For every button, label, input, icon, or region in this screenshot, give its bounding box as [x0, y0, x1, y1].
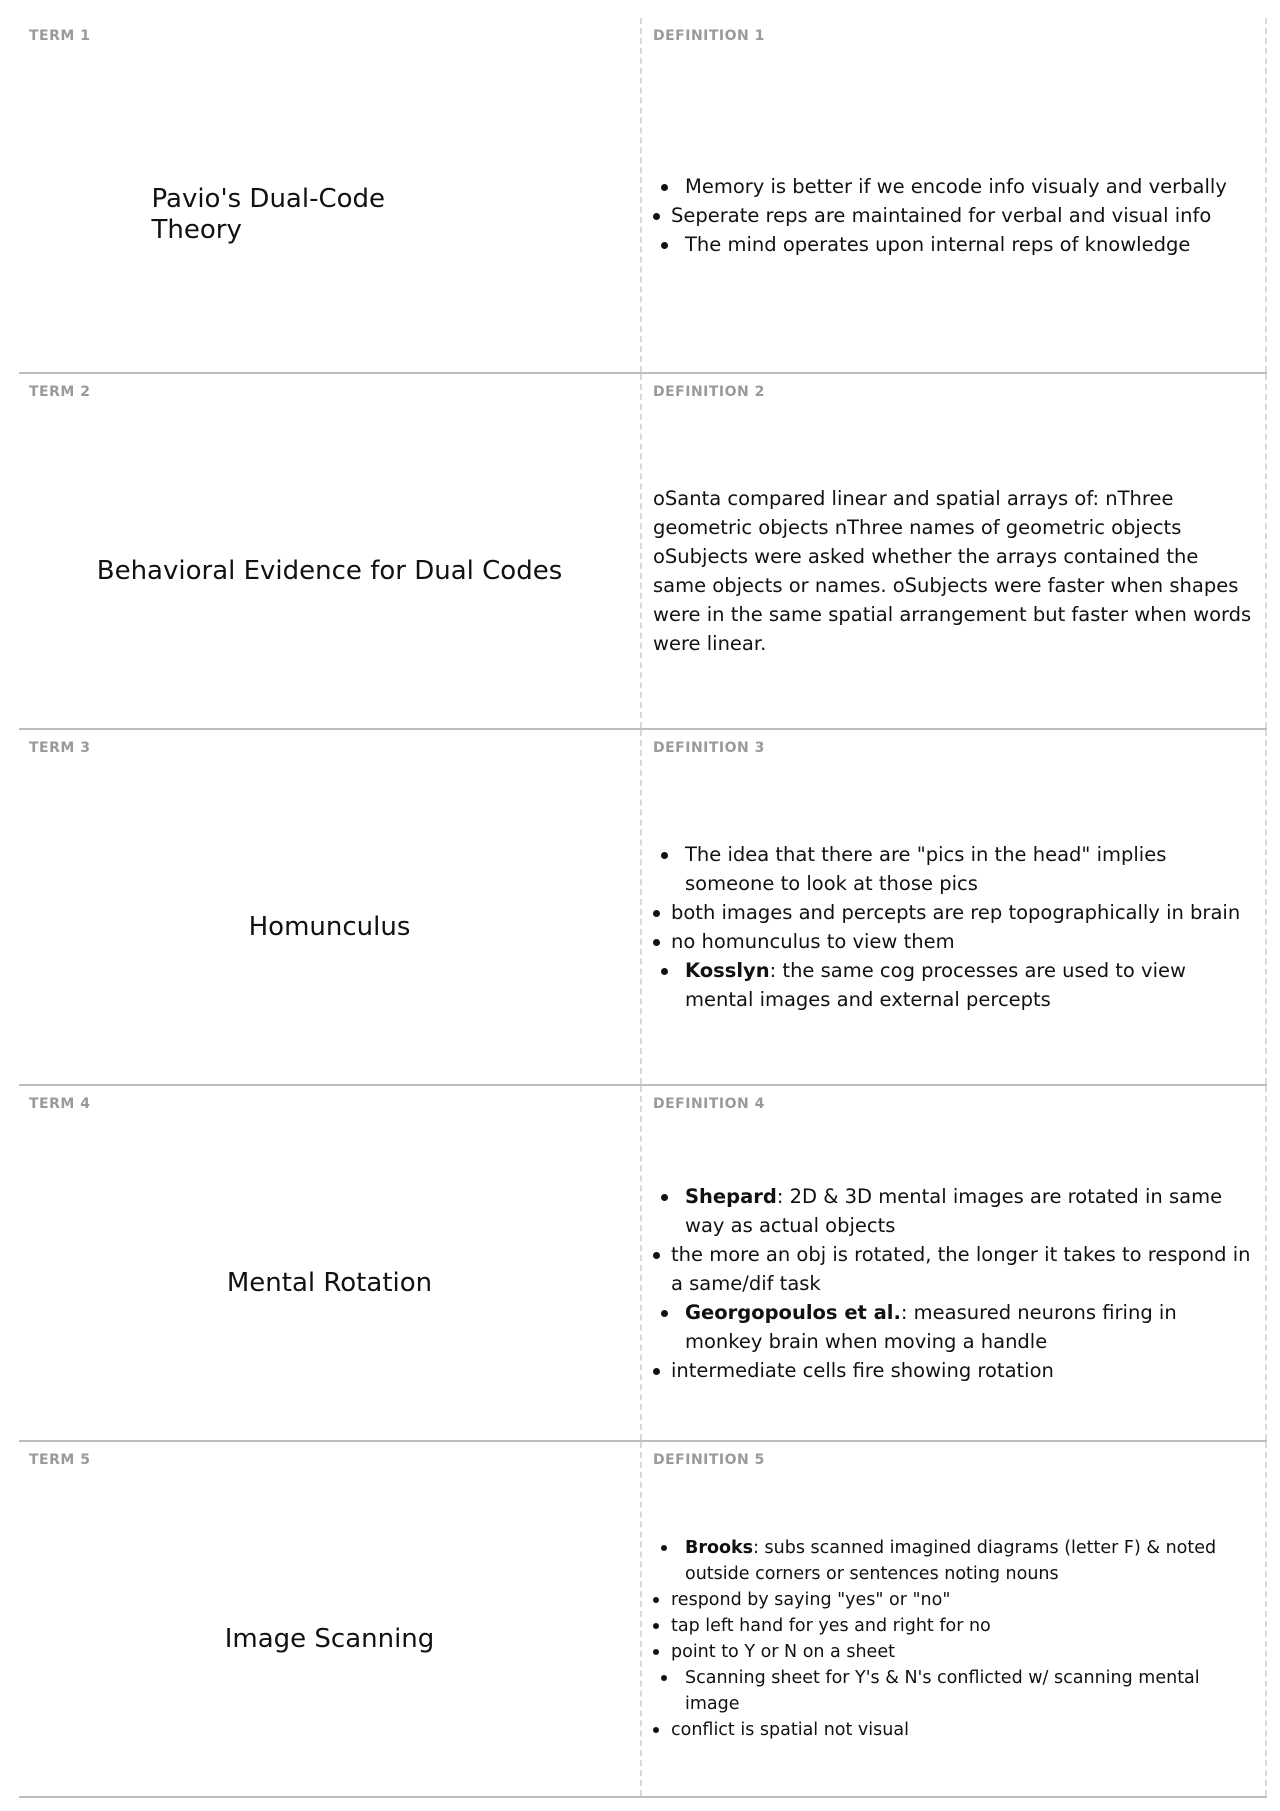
- definition-cell: [642, 374, 1267, 728]
- definition-label: DEFINITION 5: [653, 1452, 765, 1468]
- definition-bullet: The idea that there are "pics in the head" implies someone to look at those pics: [653, 840, 1257, 898]
- term-text: Pavio's Dual-Code Theory: [151, 184, 386, 245]
- definition-label: DEFINITION 2: [653, 384, 765, 400]
- term-text: Mental Rotation: [226, 1267, 433, 1298]
- term-label: TERM 2: [29, 384, 91, 400]
- flashcard-row: [19, 730, 1267, 1086]
- definition-text: [653, 1182, 1257, 1385]
- definition-bullet: respond by saying "yes" or "no": [653, 1587, 1257, 1613]
- flashcard-row: [19, 374, 1267, 730]
- definition-bullet: point to Y or N on a sheet: [653, 1639, 1257, 1665]
- definition-paragraph: oSanta compared linear and spatial arrays of: nThree geometric objects nThree names of geometric objects oSubjects were asked whether the arrays contained the same objects or names. oSubjects were faster when shapes were in the same spatial arrangement but faster when words were linear.: [653, 487, 1252, 655]
- definition-bullet: Scanning sheet for Y's & N's conflicted w/ scanning mental image: [653, 1665, 1257, 1717]
- definition-cell: [642, 1442, 1267, 1796]
- definition-bullet: tap left hand for yes and right for no: [653, 1613, 1257, 1639]
- definition-bullet: both images and percepts are rep topographically in brain: [653, 898, 1257, 927]
- definition-label: DEFINITION 3: [653, 740, 765, 756]
- definition-text: [653, 484, 1257, 658]
- definition-bullet: Georgopoulos et al.: measured neurons firing in monkey brain when moving a handle: [653, 1298, 1257, 1356]
- term-cell: [19, 1086, 642, 1440]
- definition-bullet: intermediate cells fire showing rotation: [653, 1356, 1257, 1385]
- term-label: TERM 3: [29, 740, 91, 756]
- definition-bullet: Seperate reps are maintained for verbal and visual info: [653, 201, 1257, 230]
- definition-text: [653, 172, 1257, 259]
- term-text: Image Scanning: [224, 1623, 435, 1654]
- definition-bullet: Brooks: subs scanned imagined diagrams (letter F) & noted outside corners or sentences noting nouns: [653, 1535, 1257, 1587]
- definition-bullet: Kosslyn: the same cog processes are used to view mental images and external percepts: [653, 956, 1257, 1014]
- flashcard-sheet: [19, 18, 1267, 1798]
- definition-bullet: the more an obj is rotated, the longer it takes to respond in a same/dif task: [653, 1240, 1257, 1298]
- definition-cell: [642, 730, 1267, 1084]
- term-label: TERM 1: [29, 28, 91, 44]
- flashcard-row: [19, 18, 1267, 374]
- term-cell: [19, 18, 642, 372]
- term-label: TERM 5: [29, 1452, 91, 1468]
- definition-text: [653, 1535, 1257, 1743]
- flashcard-row: [19, 1086, 1267, 1442]
- definition-cell: [642, 1086, 1267, 1440]
- definition-bullet: The mind operates upon internal reps of knowledge: [653, 230, 1257, 259]
- definition-bullet: conflict is spatial not visual: [653, 1717, 1257, 1743]
- definition-cell: [642, 18, 1267, 372]
- term-label: TERM 4: [29, 1096, 91, 1112]
- term-text: Behavioral Evidence for Dual Codes: [96, 555, 563, 586]
- definition-bullet: Memory is better if we encode info visualy and verbally: [653, 172, 1257, 201]
- flashcard-row: [19, 1442, 1267, 1798]
- definition-bullet: Shepard: 2D & 3D mental images are rotated in same way as actual objects: [653, 1182, 1257, 1240]
- definition-label: DEFINITION 1: [653, 28, 765, 44]
- definition-bullet: no homunculus to view them: [653, 927, 1257, 956]
- definition-text: [653, 840, 1257, 1014]
- term-cell: [19, 374, 642, 728]
- term-cell: [19, 1442, 642, 1796]
- term-text: Homunculus: [248, 911, 411, 942]
- term-cell: [19, 730, 642, 1084]
- definition-label: DEFINITION 4: [653, 1096, 765, 1112]
